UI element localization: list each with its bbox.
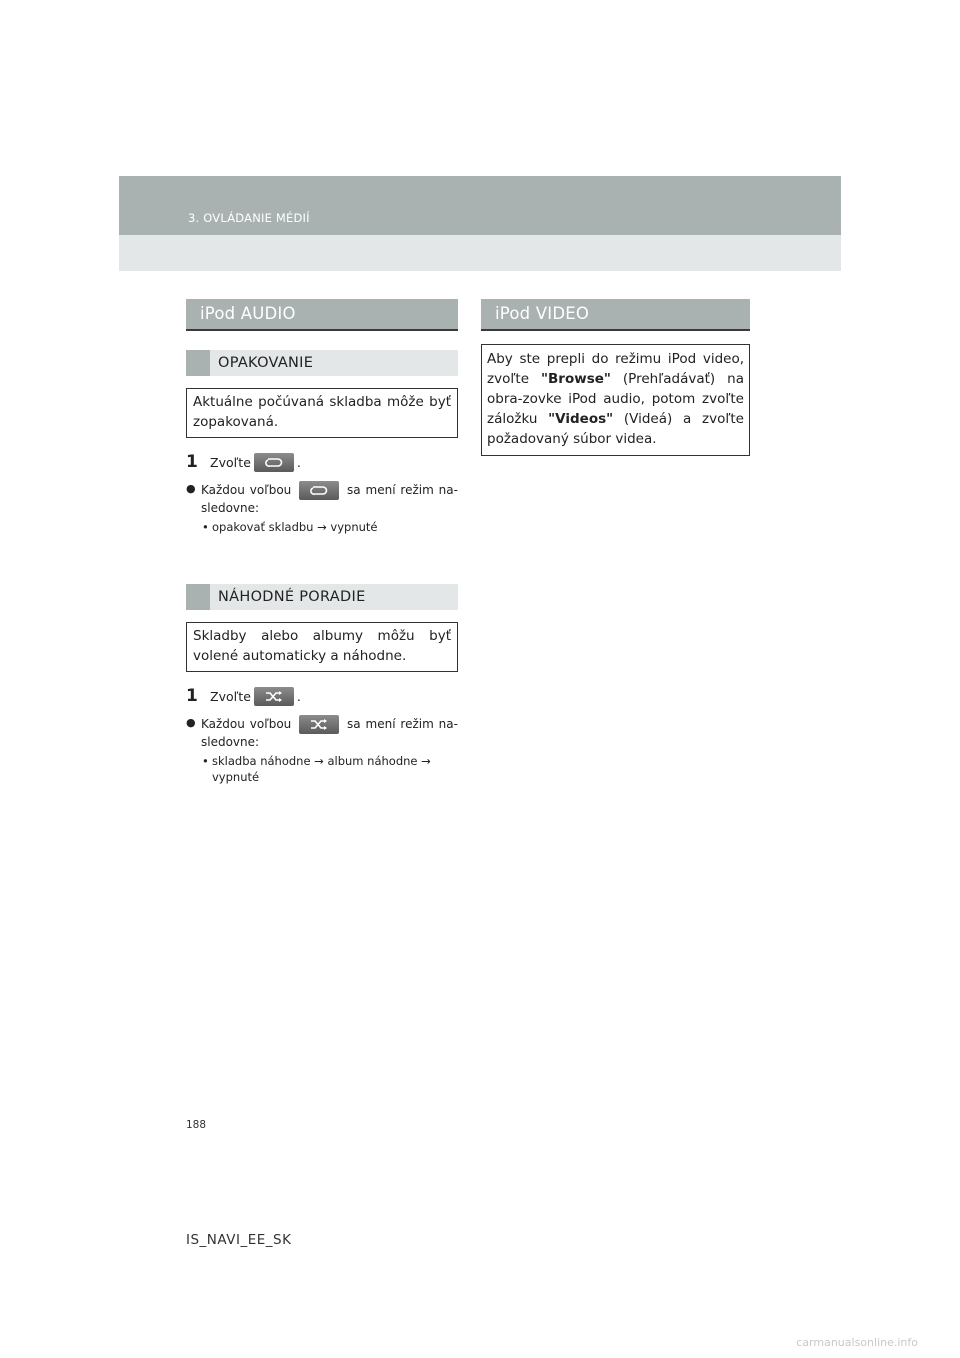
step-end: . [296,454,301,470]
section-title-ipod-video: iPod VIDEO [481,299,750,331]
section-title-ipod-audio: iPod AUDIO [186,299,458,331]
bullet-pre: Každou voľbou [201,717,292,731]
subsection-marker [186,584,210,610]
bullet-pre: Každou voľbou [201,483,292,497]
repeat-modes: • opakovať skladbu → vypnuté [202,520,378,534]
right-column [481,299,750,456]
bullet-post: sa mení režim na-sledovne: [201,717,458,749]
repeat-icon [264,456,284,469]
subsection-shuffle [186,584,458,610]
chapter-title: 3. OVLÁDANIE MÉDIÍ [188,211,310,225]
header-band [119,176,841,235]
bullet-post: sa mení režim na-sledovne: [201,483,458,515]
page-number: 188 [186,1119,207,1131]
shuffle-modes: • skladba náhodne → album náhodne → vypnuté [202,754,431,784]
shuffle-step [186,686,458,706]
shuffle-button[interactable] [254,687,294,706]
step-text: Zvoľte [210,688,251,704]
repeat-icon [309,484,329,497]
shuffle-bullet [186,715,458,750]
step-number: 1 [186,452,198,472]
shuffle-description: Skladby alebo albumy môžu byť volené automaticky a náhodne. [186,622,458,672]
videos-label: "Videos" [548,411,614,427]
bullet-dot: ● [186,716,196,729]
watermark: carmanualsonline.info [796,1336,918,1349]
subsection-title: OPAKOVANIE [218,355,314,371]
left-column [186,299,458,785]
step-number: 1 [186,686,198,706]
shuffle-icon [264,690,284,703]
video-description: Aby ste prepli do režimu iPod video, zvoľte "Browse" (Prehľadávať) na obra-zovke iPod audio, potom zvoľte záložku "Videos" (Videá) a zvoľte požadovaný súbor videa. [481,344,750,456]
subsection-title: NÁHODNÉ PORADIE [218,589,366,605]
repeat-button-inline [299,481,339,500]
step-text: Zvoľte [210,454,251,470]
browse-label: "Browse" [540,371,611,387]
subsection-repeat [186,350,458,376]
shuffle-button-inline [299,715,339,734]
repeat-button[interactable] [254,453,294,472]
shuffle-icon [309,718,329,731]
step-end: . [296,688,301,704]
repeat-bullet [186,481,458,516]
repeat-step [186,452,458,472]
repeat-description: Aktuálne počúvaná skladba môže byť zopakovaná. [186,388,458,438]
shuffle-modes-text: skladba náhodne → album náhodne → vypnuté [212,754,431,784]
repeat-modes-text: opakovať skladbu → vypnuté [212,520,378,534]
header-band-light [119,235,841,271]
bullet-dot: ● [186,482,196,495]
document-id: IS_NAVI_EE_SK [186,1232,292,1248]
subsection-marker [186,350,210,376]
